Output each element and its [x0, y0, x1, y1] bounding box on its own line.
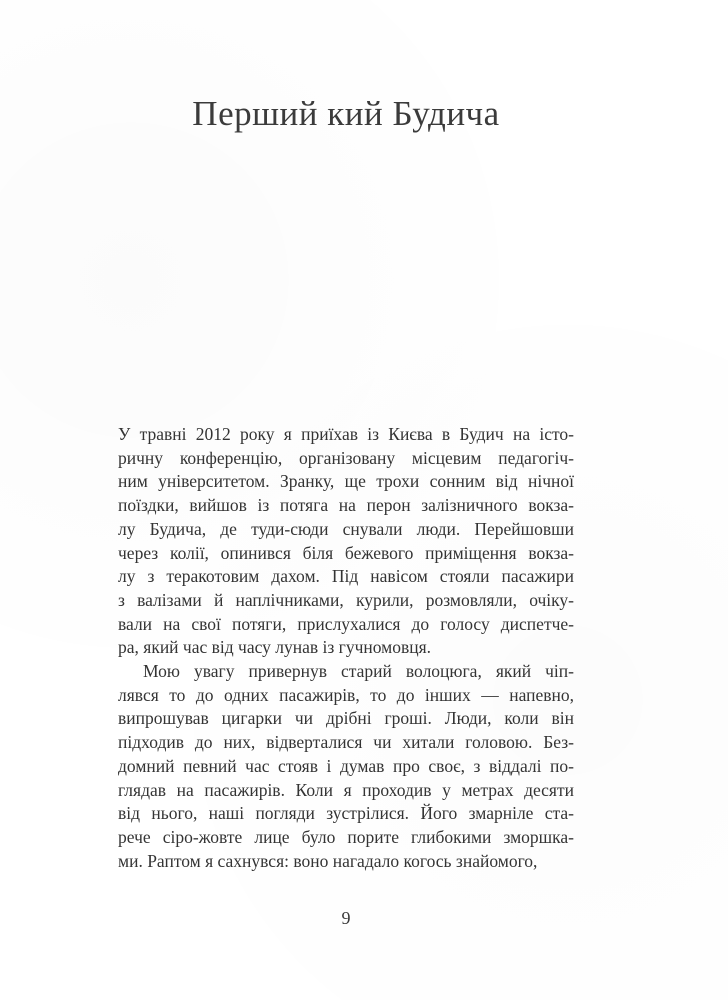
text-line: лявся то до одних пасажирів, то до інших — напевно,: [118, 684, 574, 705]
text-line: вали на свої потяги, прислухалися до голосу диспетче-: [118, 613, 574, 634]
page-number: 9: [341, 908, 351, 928]
text-line: через колії, опинився біля бежевого приміщення вокза-: [118, 542, 574, 563]
text-line: Мою увагу привернув старий волоцюга, який чіп-: [143, 661, 574, 682]
text-line: У травні 2012 року я приїхав із Києва в Будич на істо-: [118, 424, 574, 444]
text-line: підходив до них, відверталися чи хитали головою. Без-: [118, 732, 574, 753]
paragraph-2: [118, 660, 574, 873]
text-line: лу з теракотовим дахом. Під навісом стояли пасажири: [118, 566, 574, 587]
text-line: рече сіро-жовте лице було порите глибокими зморшка-: [118, 826, 574, 847]
text-line: глядав на пасажирів. Коли я проходив у метрах десяти: [118, 779, 574, 800]
text-line: від нього, наші погляди зустрілися. Його змарніле ста-: [118, 803, 574, 824]
text-line: лу Будича, де туди-сюди снували люди. Перейшовши: [118, 518, 574, 539]
text-line: ним університетом. Зранку, ще трохи сонним від нічної: [118, 471, 574, 492]
text-line: ра, який час від часу лунав із гучномовця.: [118, 637, 432, 658]
text-line: ричну конференцію, організовану місцевим педагогіч-: [118, 447, 574, 468]
paragraph-1: [118, 423, 574, 660]
page-text: [118, 423, 574, 873]
text-line: домний певний час стояв і думав про своє, з віддалі по-: [118, 755, 574, 776]
text-line: випрошував цигарки чи дрібні гроші. Люди, коли він: [118, 708, 574, 729]
text-line: ми. Раптом я сахнувся: воно нагадало когось знайомого,: [118, 850, 538, 871]
text-line: поїздки, вийшов із потяга на перон залізничного вокза-: [118, 495, 574, 516]
text-line: з валізами й наплічниками, курили, розмовляли, очіку-: [118, 589, 574, 610]
chapter-title: Перший кий Будича: [192, 94, 500, 133]
